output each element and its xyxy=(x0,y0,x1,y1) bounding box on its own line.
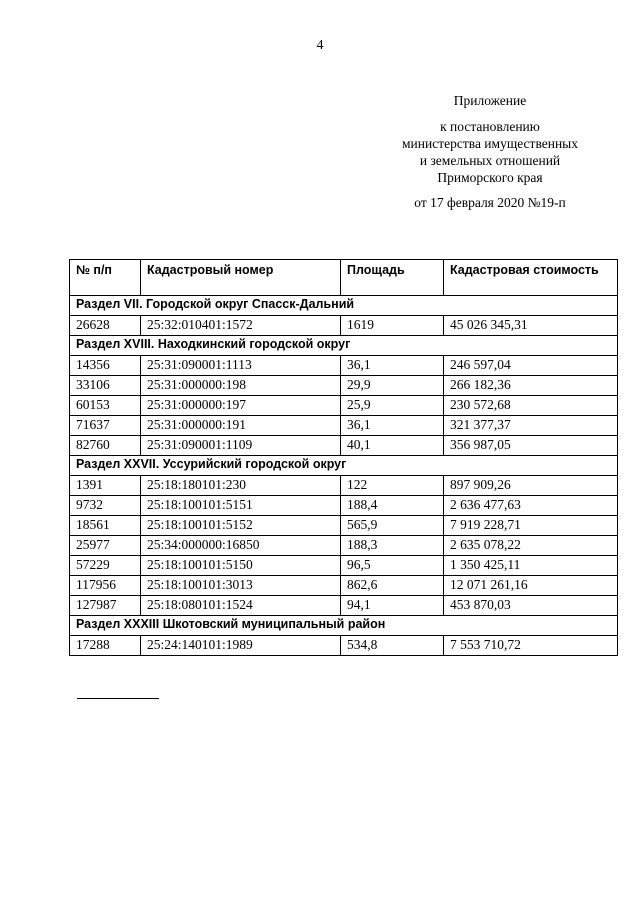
appendix-date: от 17 февраля 2020 №19-п xyxy=(414,195,566,210)
section-title: Раздел XXXIII Шкотовский муниципальный район xyxy=(70,616,618,636)
cadastral-value-cell: 453 870,03 xyxy=(444,596,618,616)
cadastral-value-cell: 266 182,36 xyxy=(444,376,618,396)
area-cell: 36,1 xyxy=(341,416,444,436)
cadastral-value-cell: 2 636 477,63 xyxy=(444,496,618,516)
cadastral-number-cell: 25:18:080101:1524 xyxy=(141,596,341,616)
appendix-line: министерства имущественных xyxy=(402,136,578,151)
area-cell: 188,4 xyxy=(341,496,444,516)
table-row xyxy=(70,356,618,376)
section-row xyxy=(70,456,618,476)
area-cell: 29,9 xyxy=(341,376,444,396)
cadastral-number-cell: 25:18:100101:3013 xyxy=(141,576,341,596)
table-header-row xyxy=(70,260,618,296)
table-row xyxy=(70,316,618,336)
footnote-rule xyxy=(77,698,159,699)
cadastral-number-cell: 25:31:000000:197 xyxy=(141,396,341,416)
table-row xyxy=(70,496,618,516)
area-cell: 188,3 xyxy=(341,536,444,556)
row-number-cell: 71637 xyxy=(70,416,141,436)
cadastral-value-cell: 897 909,26 xyxy=(444,476,618,496)
row-number-cell: 1391 xyxy=(70,476,141,496)
header-cadastral-value: Кадастровая стоимость xyxy=(444,260,618,296)
cadastral-number-cell: 25:32:010401:1572 xyxy=(141,316,341,336)
cadastral-value-cell: 7 919 228,71 xyxy=(444,516,618,536)
cadastral-number-cell: 25:18:100101:5152 xyxy=(141,516,341,536)
area-cell: 94,1 xyxy=(341,596,444,616)
row-number-cell: 117956 xyxy=(70,576,141,596)
cadastral-number-cell: 25:31:090001:1113 xyxy=(141,356,341,376)
cadastral-number-cell: 25:31:000000:191 xyxy=(141,416,341,436)
table-row xyxy=(70,436,618,456)
cadastral-value-cell: 321 377,37 xyxy=(444,416,618,436)
table-row xyxy=(70,536,618,556)
table-row xyxy=(70,556,618,576)
area-cell: 534,8 xyxy=(341,636,444,656)
cadastral-value-cell: 1 350 425,11 xyxy=(444,556,618,576)
table-row xyxy=(70,636,618,656)
table-row xyxy=(70,596,618,616)
appendix-title: Приложение xyxy=(453,93,527,108)
header-cadastral-number: Кадастровый номер xyxy=(141,260,341,296)
row-number-cell: 26628 xyxy=(70,316,141,336)
cadastral-value-cell: 45 026 345,31 xyxy=(444,316,618,336)
area-cell: 122 xyxy=(341,476,444,496)
area-cell: 565,9 xyxy=(341,516,444,536)
table-row xyxy=(70,416,618,436)
row-number-cell: 9732 xyxy=(70,496,141,516)
cadastral-number-cell: 25:18:100101:5150 xyxy=(141,556,341,576)
appendix-line: и земельных отношений xyxy=(419,153,561,168)
area-cell: 40,1 xyxy=(341,436,444,456)
area-cell: 862,6 xyxy=(341,576,444,596)
row-number-cell: 82760 xyxy=(70,436,141,456)
section-title: Раздел VII. Городской округ Спасск-Дальний xyxy=(70,296,618,316)
cadastral-value-cell: 12 071 261,16 xyxy=(444,576,618,596)
table-row xyxy=(70,396,618,416)
area-cell: 25,9 xyxy=(341,396,444,416)
row-number-cell: 17288 xyxy=(70,636,141,656)
section-title: Раздел XXVII. Уссурийский городской округ xyxy=(70,456,618,476)
appendix-line: Приморского края xyxy=(437,170,543,185)
row-number-cell: 60153 xyxy=(70,396,141,416)
row-number-cell: 14356 xyxy=(70,356,141,376)
table-row xyxy=(70,376,618,396)
header-area: Площадь xyxy=(341,260,444,296)
cadastral-value-cell: 246 597,04 xyxy=(444,356,618,376)
area-cell: 96,5 xyxy=(341,556,444,576)
section-row xyxy=(70,336,618,356)
section-row xyxy=(70,296,618,316)
row-number-cell: 127987 xyxy=(70,596,141,616)
section-title: Раздел XVIII. Находкинский городской округ xyxy=(70,336,618,356)
cadastral-value-cell: 2 635 078,22 xyxy=(444,536,618,556)
area-cell: 1619 xyxy=(341,316,444,336)
cadastral-number-cell: 25:34:000000:16850 xyxy=(141,536,341,556)
cadastral-value-cell: 230 572,68 xyxy=(444,396,618,416)
table-row xyxy=(70,576,618,596)
cadastral-number-cell: 25:18:100101:5151 xyxy=(141,496,341,516)
appendix-line: к постановлению xyxy=(440,119,540,134)
area-cell: 36,1 xyxy=(341,356,444,376)
header-number: № п/п xyxy=(70,260,141,296)
appendix-body xyxy=(360,118,620,186)
cadastral-number-cell: 25:24:140101:1989 xyxy=(141,636,341,656)
row-number-cell: 18561 xyxy=(70,516,141,536)
cadastral-value-cell: 7 553 710,72 xyxy=(444,636,618,656)
page-number: 4 xyxy=(316,38,324,53)
cadastral-value-cell: 356 987,05 xyxy=(444,436,618,456)
cadastral-number-cell: 25:31:000000:198 xyxy=(141,376,341,396)
row-number-cell: 25977 xyxy=(70,536,141,556)
table-row xyxy=(70,516,618,536)
row-number-cell: 33106 xyxy=(70,376,141,396)
row-number-cell: 57229 xyxy=(70,556,141,576)
cadastral-table xyxy=(69,259,618,656)
cadastral-number-cell: 25:18:180101:230 xyxy=(141,476,341,496)
table-row xyxy=(70,476,618,496)
section-row xyxy=(70,616,618,636)
table-body xyxy=(70,296,618,656)
cadastral-number-cell: 25:31:090001:1109 xyxy=(141,436,341,456)
